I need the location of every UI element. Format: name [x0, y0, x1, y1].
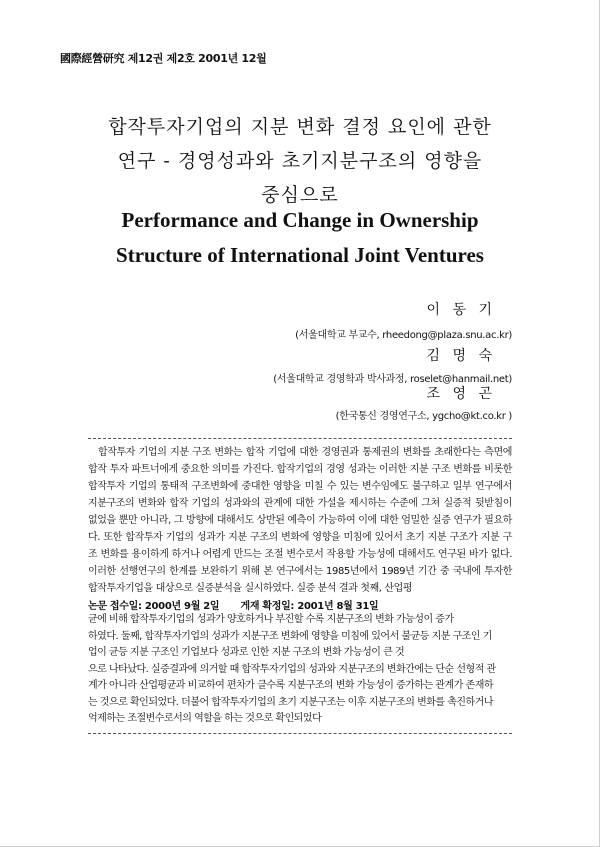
- author-affiliation: (한국통신 경영연구소, ygcho@kt.co.kr ): [335, 411, 512, 422]
- body-line: 계가 아니라 산업평균과 비교하여 편차가 클수록 지분구조의 변화 가능성이 증가하는 관계가 존재하: [88, 680, 494, 691]
- submission-dates: [88, 597, 528, 612]
- author-name: 김 명 숙: [426, 348, 496, 364]
- title-korean-line-2: 연구 - 경영성과와 초기지분구조의 영향을: [117, 150, 483, 172]
- body-line: 억제하는 조절변수로서의 역할을 하는 것으로 확인되었다: [88, 713, 322, 724]
- title-english-line-1: Performance and Change in Ownership: [121, 208, 479, 232]
- body-line: 하였다. 둘째, 합작투자기업의 성과가 지분구조 변화에 영향을 미침에 있어서 불균등 지분 구조인 기: [88, 630, 492, 642]
- body-line: 균에 비해 합작투자기업의 성과가 양호하거나 부진할 수록 지분구조의 변화 가능성이 증가: [88, 614, 454, 625]
- author-affiliation: (서울대학교 부교수, rheedong@plaza.snu.ac.kr): [295, 330, 512, 341]
- body-line: 으로 나타났다. 실증결과에 의거할 때 합작투자기업의 성과와 지분구조의 변화간에는 단순 선형적 관: [88, 663, 496, 675]
- received-date: 논문 접수일: 2000년 9월 2일: [88, 601, 220, 612]
- divider-bottom: [88, 733, 512, 734]
- title-korean-line-3: 중심으로: [261, 184, 339, 206]
- title-korean-line-1: 합작투자기업의 지분 변화 결정 요인에 관한: [108, 116, 492, 138]
- abstract-text: 합작투자 기업의 지분 구조 변화는 합작 기업에 대한 경영권과 통제권의 변화를 초래한다는 측면에 합작 투자 파트너에게 중요한 의미를 가진다. 합작기업의 경영 성과는 이러한 지분 구조 변화를 비롯한 합작투자 기업의 통태적 구조변화에 중대한 영향을 미칠 수 있는 변수임에도 불구하고 일부 연구에서 지분구조의 변화와 합작 기업의 성과와의 관계에 대한 가설을 제시하는 수준에 그쳐 실증적 뒷받침이 없었을 뿐만 아니라, 그 방향에 대해서도 상반된 예측이 가능하여 이에 대한 엄밀한 실증 연구가 필요하다. 또한 합작투자 기업의 성과가 지분 구조의 변화에 영향을 미침에 있어서 초기 지분 구조가 지분 구조 변화를 용이하게 하거나 어렵게 만드는 조절 변수로서 작용할 가능성에 대해서도 연구된 바가 없다. 이러한 선행연구의 한계를 보완하기 위해 본 연구에서는 1985년에서 1989년 기간 중 국내에 투자한 합작투자기업을 대상으로 실증분석을 실시하였다. 실증 분석 결과 첫째, 산업평: [88, 447, 512, 594]
- body-line: 업이 균등 지분 구조인 기업보다 성과로 인한 지분 구조의 변화 가능성이 큰 것: [88, 647, 405, 658]
- divider-top: [88, 438, 512, 439]
- title-english-line-2: Structure of International Joint Ventures: [116, 243, 484, 267]
- accepted-date: 게재 확정일: 2001년 8월 31일: [240, 601, 379, 612]
- author-affiliation: (서울대학교 경영학과 박사과정, roselet@hanmail.net): [273, 374, 512, 385]
- author-name: 조 영 곤: [426, 386, 496, 402]
- body-text: [88, 612, 512, 728]
- body-line: 는 것으로 확인되었다. 더불어 합작투자기업의 초기 지분구조는 이후 지분구조의 변화를 촉진하거나: [88, 696, 494, 708]
- journal-header: 國際經營研究 제12권 제2호 2001년 12월: [60, 52, 267, 65]
- author-name: 이 동 기: [426, 302, 496, 318]
